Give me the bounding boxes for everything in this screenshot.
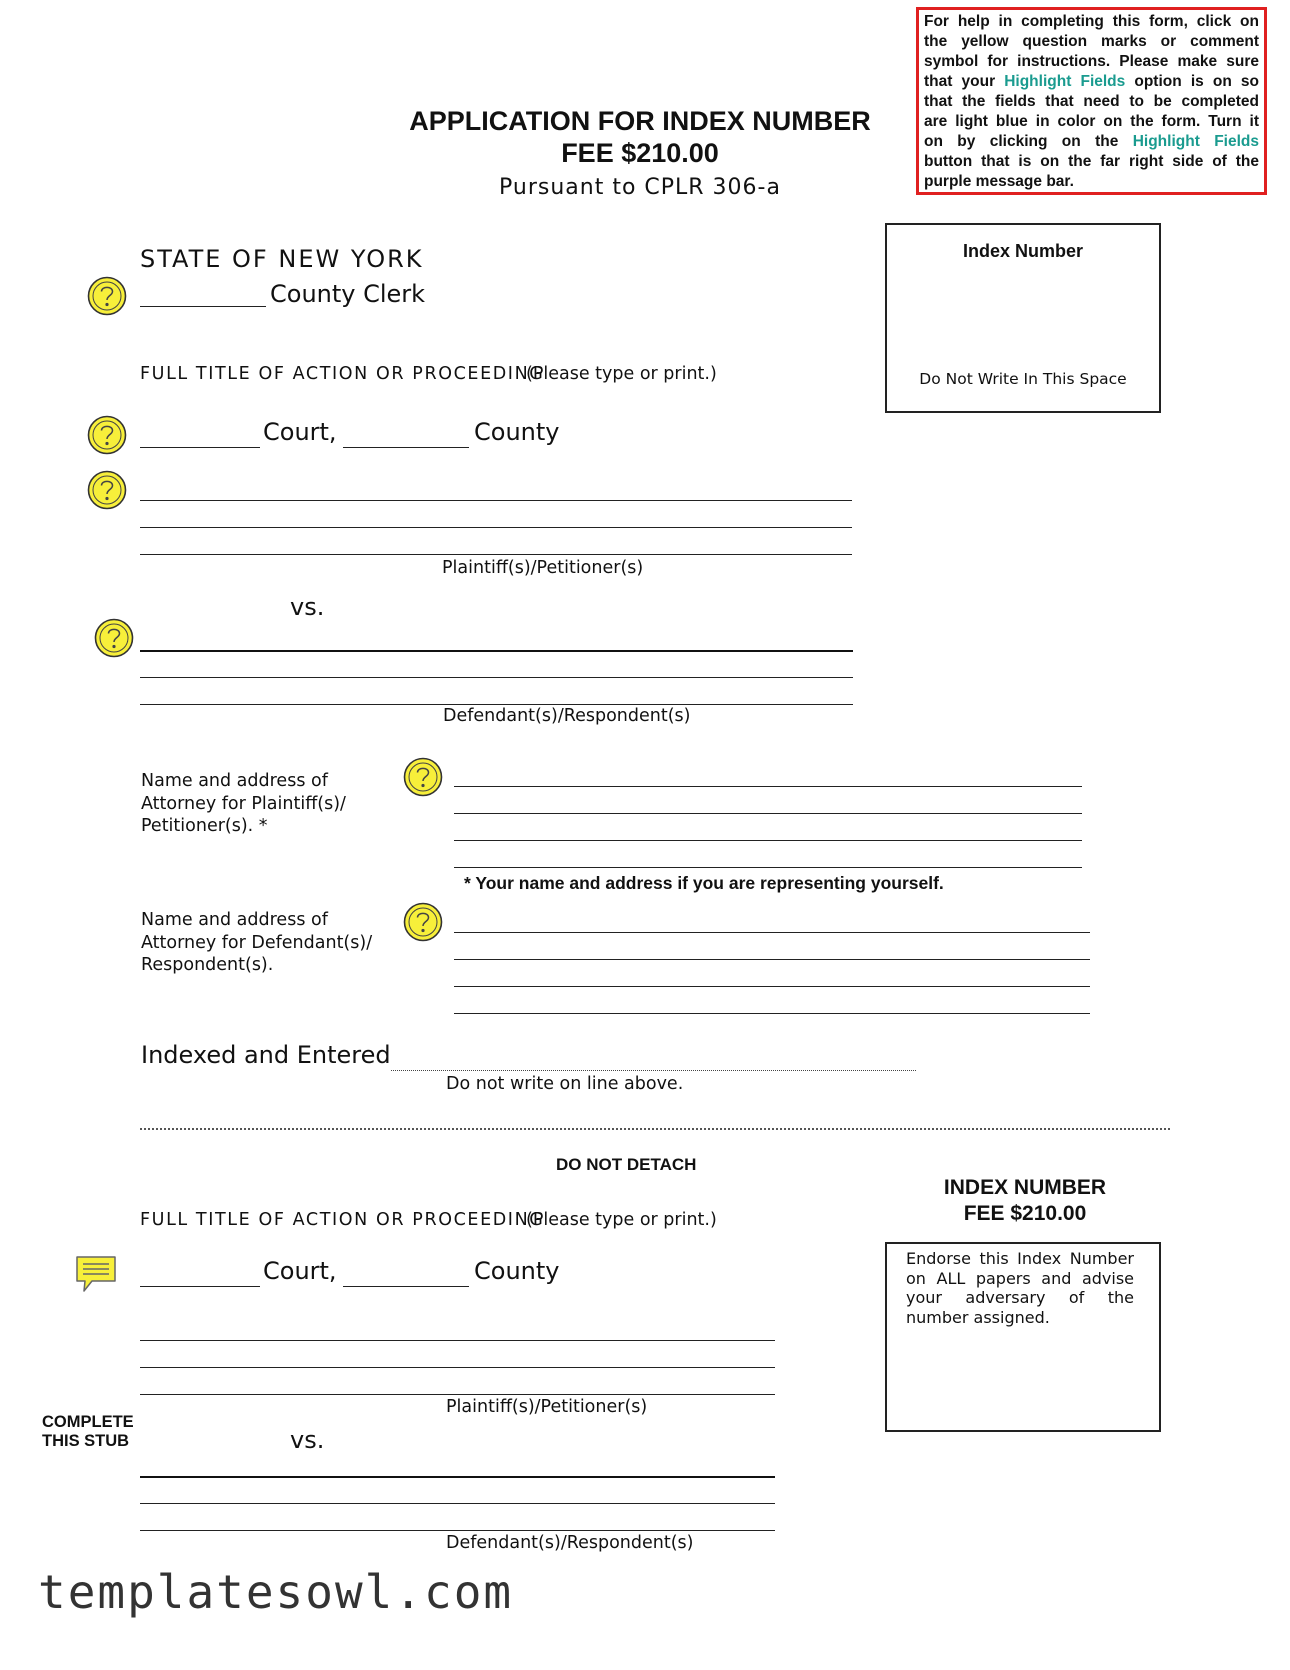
attorney-plaintiff-field-line[interactable]	[454, 786, 1082, 787]
indexed-entered-line	[391, 1070, 916, 1071]
index-number-note: Do Not Write In This Space	[919, 370, 1127, 388]
defendant-field-line[interactable]	[140, 677, 853, 678]
attorney-defendant-field-line[interactable]	[454, 986, 1090, 987]
county-label: County	[474, 418, 560, 446]
help-line: symbol for instructions. Please make sure	[924, 53, 1259, 70]
plaintiff-field-line[interactable]	[140, 527, 852, 528]
court-field[interactable]	[140, 447, 260, 448]
county-field[interactable]	[343, 447, 469, 448]
stub-vs-label: vs.	[290, 1426, 325, 1454]
do-not-detach-label: DO NOT DETACH	[556, 1155, 697, 1174]
help-question-icon[interactable]	[87, 276, 127, 316]
highlight-fields-text: Highlight Fields	[1004, 73, 1126, 90]
stub-endorse-box	[885, 1242, 1161, 1432]
attorney-plaintiff-field-line[interactable]	[454, 840, 1082, 841]
stub-index-title: INDEX NUMBER	[943, 1176, 1107, 1199]
help-line: that your Highlight Fields option is on so	[924, 73, 1259, 90]
help-instructions-box	[916, 7, 1267, 195]
attorney-plaintiff-label: Name and address of Attorney for Plaintiff(s)/ Petitioner(s). *	[141, 771, 346, 836]
stub-county-field[interactable]	[343, 1286, 469, 1287]
watermark: templatesowl.com	[38, 1565, 514, 1619]
full-title-heading: FULL TITLE OF ACTION OR PROCEEDING	[140, 364, 545, 384]
indexed-entered-label: Indexed and Entered	[141, 1041, 391, 1069]
help-line: purple message bar.	[924, 173, 1074, 190]
form-fee: FEE $210.00	[561, 138, 719, 168]
plaintiff-field-line[interactable]	[140, 500, 852, 501]
help-line: button that is on the far right side of the	[924, 153, 1259, 170]
attorney-plaintiff-field-line[interactable]	[454, 867, 1082, 868]
help-line: on by clicking on the Highlight Fields	[924, 133, 1259, 150]
detach-divider	[140, 1128, 1170, 1130]
help-line: that the fields that need to be completed	[924, 93, 1259, 110]
plaintiff-field-line[interactable]	[140, 554, 852, 555]
help-question-icon[interactable]	[94, 618, 134, 658]
defendant-label: Defendant(s)/Respondent(s)	[443, 706, 691, 726]
form-subtitle: Pursuant to CPLR 306-a	[499, 175, 781, 200]
comment-icon[interactable]	[74, 1254, 118, 1294]
please-type-note: (Please type or print.)	[526, 364, 717, 384]
do-not-write-note: Do not write on line above.	[446, 1074, 684, 1094]
stub-plaintiff-field-line[interactable]	[140, 1394, 775, 1395]
stub-defendant-label: Defendant(s)/Respondent(s)	[446, 1533, 694, 1553]
attorney-plaintiff-field-line[interactable]	[454, 813, 1082, 814]
stub-defendant-field-line[interactable]	[140, 1503, 775, 1504]
stub-please-type-note: (Please type or print.)	[526, 1210, 717, 1230]
defendant-field-line[interactable]	[140, 650, 853, 652]
complete-stub-label: COMPLETE THIS STUB	[42, 1413, 134, 1450]
help-question-icon[interactable]	[87, 470, 127, 510]
index-number-box	[885, 223, 1161, 413]
stub-index-fee: FEE $210.00	[963, 1202, 1087, 1225]
attorney-defendant-label: Name and address of Attorney for Defendant(s)/ Respondent(s).	[141, 910, 373, 975]
stub-full-title-heading: FULL TITLE OF ACTION OR PROCEEDING	[140, 1210, 545, 1230]
form-title: APPLICATION FOR INDEX NUMBER	[409, 106, 871, 136]
stub-defendant-field-line[interactable]	[140, 1530, 775, 1531]
help-question-icon[interactable]	[403, 902, 443, 942]
court-label: Court,	[263, 418, 337, 446]
stub-county-label: County	[474, 1257, 560, 1285]
attorney-defendant-field-line[interactable]	[454, 932, 1090, 933]
index-number-title: Index Number	[962, 241, 1084, 261]
stub-defendant-field-line[interactable]	[140, 1476, 775, 1478]
state-name: STATE OF NEW YORK	[140, 245, 424, 273]
county-clerk-field[interactable]	[140, 306, 266, 307]
vs-label: vs.	[290, 593, 325, 621]
help-line: the yellow question marks or comment	[924, 33, 1259, 50]
help-question-icon[interactable]	[87, 415, 127, 455]
help-line: For help in completing this form, click on	[924, 13, 1259, 30]
help-line: are light blue in color on the form. Turn it	[924, 113, 1259, 130]
stub-court-label: Court,	[263, 1257, 337, 1285]
stub-plaintiff-field-line[interactable]	[140, 1367, 775, 1368]
stub-plaintiff-label: Plaintiff(s)/Petitioner(s)	[446, 1397, 648, 1417]
attorney-defendant-field-line[interactable]	[454, 959, 1090, 960]
stub-court-field[interactable]	[140, 1286, 260, 1287]
stub-plaintiff-field-line[interactable]	[140, 1340, 775, 1341]
highlight-fields-text: Highlight Fields	[1132, 133, 1259, 150]
county-clerk-label: County Clerk	[270, 280, 426, 308]
help-question-icon[interactable]	[403, 757, 443, 797]
self-representation-note: * Your name and address if you are representing yourself.	[464, 873, 944, 893]
attorney-defendant-field-line[interactable]	[454, 1013, 1090, 1014]
defendant-field-line[interactable]	[140, 704, 853, 705]
endorse-note: Endorse this Index Number on ALL papers and advise your adversary of the number assigned.	[906, 1249, 1134, 1327]
plaintiff-label: Plaintiff(s)/Petitioner(s)	[442, 558, 644, 578]
